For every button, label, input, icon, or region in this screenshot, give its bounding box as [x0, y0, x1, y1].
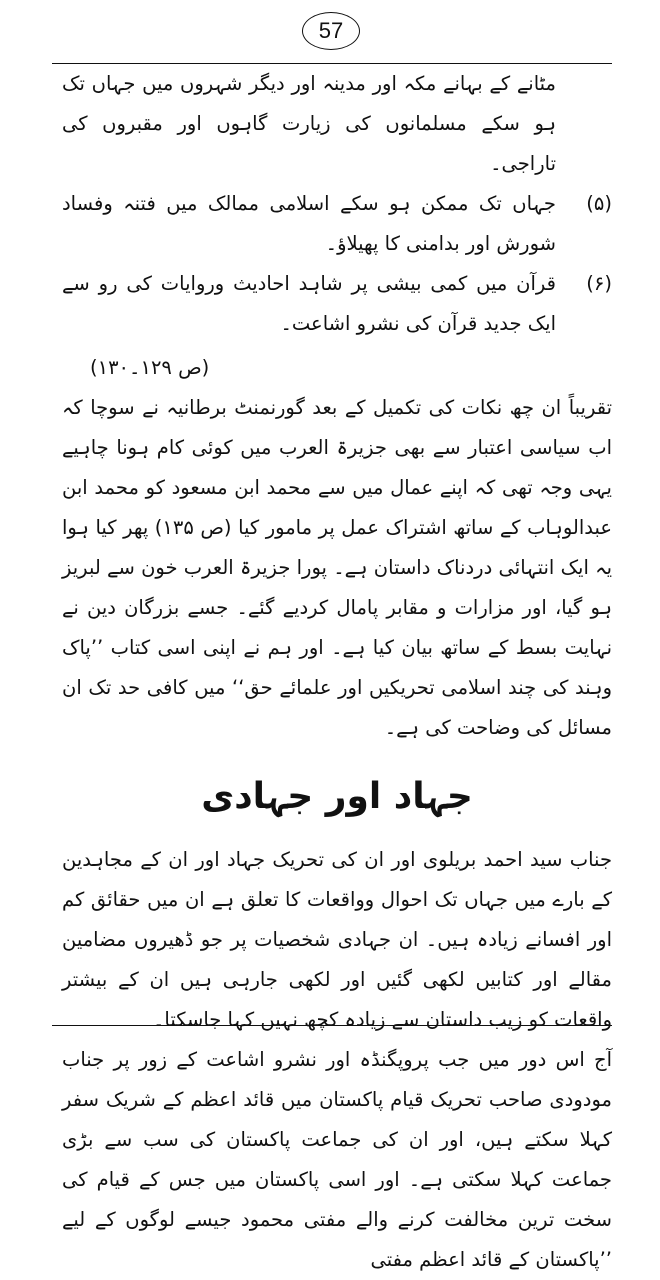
section-heading: جہاد اور جہادی: [201, 776, 473, 817]
page-reference: (ص ۱۲۹۔۱۳۰): [90, 356, 210, 379]
page-number-text: 57: [318, 18, 344, 43]
list-item-5-text: جہاں تک ممکن ہو سکے اسلامی ممالک میں فتنہ وفساد شورش اور بدامنی کا پھیلاؤ۔: [62, 192, 556, 255]
paragraph-jihad-movement: جناب سید احمد بریلوی اور ان کی تحریک جہاد اور ان کے مجاہدین کے بارے میں جہاں تک احوال وواقعات کا تعلق ہے ان میں حقائق کم اور افسانے زیادہ ہیں۔ ان جہادی شخصیات پر جو ڈھیروں مضامین مقالے اور کتابیں لکھی گئیں اور لکھی جارہی ہیں ان کے بیشتر واقعات کو زیب داستان سے زیادہ کچھ نہیں کہا جاسکتا۔: [62, 848, 612, 1031]
paragraph-british-plan: تقریباً ان چھ نکات کی تکمیل کے بعد گورنمنٹ برطانیہ نے سوچا کہ اب سیاسی اعتبار سے بھی جزیرۃ العرب میں کوئی کام ہونا چاہیے یہی وجہ تھی کہ اپنے عمال میں سے محمد ابن مسعود کو محمد ابن عبدالوہاب کے ساتھ اشتراک عمل پر مامور کیا (ص ۱۳۵) پھر کیا ہوا یہ ایک انتہائی دردناک داستان ہے۔ پورا جزیرۃ العرب خون سے لبریز ہو گیا، اور مزارات و مقابر پامال کردیے گئے۔ جسے بزرگان دین نے نہایت بسط کے ساتھ بیان کیا ہے۔ اور ہم نے اپنی اسی کتاب ’’پاک وہند کی چند اسلامی تحریکیں اور علمائے حق‘‘ میں کافی حد تک ان مسائل کی وضاحت کی ہے۔: [62, 396, 613, 739]
paragraph-continuation: مٹانے کے بہانے مکہ اور مدینہ اور دیگر شہروں میں جہاں تک ہو سکے مسلمانوں کی زیارت گاہوں اور مقبروں کی تاراجی۔: [62, 72, 556, 175]
paragraph-propaganda: آج اس دور میں جب پروپگنڈہ اور نشرو اشاعت کے زور پر جناب مودودی صاحب تحریک قیام پاکستان میں قائد اعظم کے شریک سفر کہلا سکتے ہیں، اور ان کی جماعت پاکستان کی سب سے بڑی جماعت کہلا سکتی ہے۔ اور اسی پاکستان میں جس کے قیام کی سخت ترین مخالفت کرنے والے مفتی محمود جیسے لوگوں کے لیے ’’پاکستان کے قائد اعظم مفتی: [62, 1048, 612, 1271]
list-item-6-text: قرآن میں کمی بیشی پر شاہد احادیث وروایات کی رو سے ایک جدید قرآن کی نشرو اشاعت۔: [62, 272, 556, 335]
list-item-5-number: (۵): [586, 192, 612, 215]
page-number: [302, 12, 360, 50]
footer-rule: [52, 1025, 612, 1026]
list-item-5: [62, 184, 612, 264]
list-item-6-number: (۶): [586, 272, 612, 295]
page-body: [62, 64, 612, 1280]
list-item-6: [62, 264, 612, 344]
